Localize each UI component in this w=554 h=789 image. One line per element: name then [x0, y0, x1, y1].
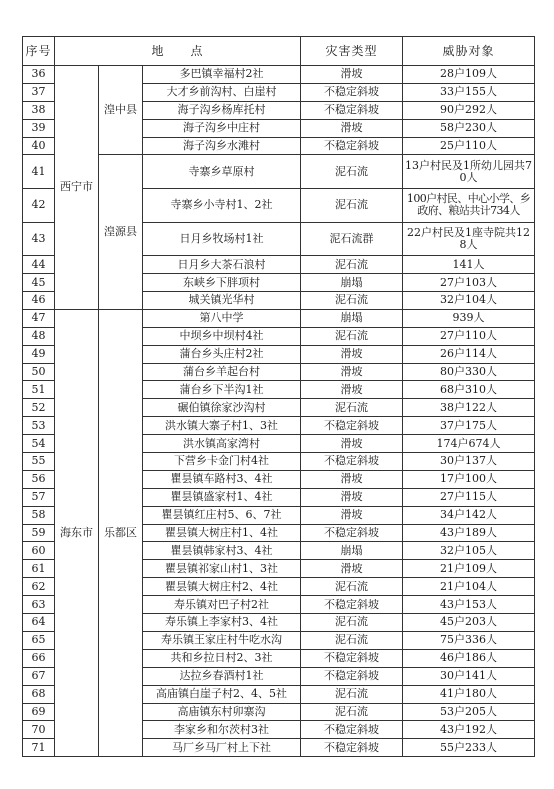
row-place: 海子沟乡中庄村 [143, 119, 301, 137]
row-type: 滑坡 [301, 66, 403, 84]
table-row [23, 309, 535, 327]
row-no: 51 [23, 381, 55, 399]
row-type: 泥石流 [301, 256, 403, 274]
row-threat: 46户186人 [403, 649, 535, 667]
row-no: 42 [23, 189, 55, 223]
row-no: 66 [23, 649, 55, 667]
row-no: 69 [23, 703, 55, 721]
row-type: 不稳定斜坡 [301, 453, 403, 471]
row-no: 43 [23, 222, 55, 256]
row-place: 瞿昙镇红庄村5、6、7社 [143, 506, 301, 524]
row-threat: 43户189人 [403, 524, 535, 542]
row-no: 60 [23, 542, 55, 560]
row-type: 不稳定斜坡 [301, 649, 403, 667]
row-place: 瞿昙镇大树庄村1、4社 [143, 524, 301, 542]
row-no: 56 [23, 470, 55, 488]
row-type: 不稳定斜坡 [301, 417, 403, 435]
row-threat: 68户310人 [403, 381, 535, 399]
county-huangyuan: 湟源县 [99, 155, 143, 309]
row-type: 滑坡 [301, 435, 403, 453]
row-threat: 22户村民及1座寺院共128人 [403, 222, 535, 256]
row-no: 37 [23, 83, 55, 101]
row-type: 不稳定斜坡 [301, 83, 403, 101]
row-type: 崩塌 [301, 542, 403, 560]
row-place: 瞿昙镇大树庄村2、4社 [143, 578, 301, 596]
row-no: 46 [23, 292, 55, 310]
row-place: 碾伯镇徐家沙沟村 [143, 399, 301, 417]
row-threat: 13户村民及1所幼儿园共70人 [403, 155, 535, 189]
row-threat: 37户175人 [403, 417, 535, 435]
row-no: 59 [23, 524, 55, 542]
row-no: 53 [23, 417, 55, 435]
row-threat: 43户192人 [403, 721, 535, 739]
row-no: 52 [23, 399, 55, 417]
row-no: 38 [23, 101, 55, 119]
row-threat: 41户180人 [403, 685, 535, 703]
row-threat: 53户205人 [403, 703, 535, 721]
row-no: 57 [23, 488, 55, 506]
row-no: 36 [23, 66, 55, 84]
row-threat: 21户109人 [403, 560, 535, 578]
row-threat: 90户292人 [403, 101, 535, 119]
row-no: 58 [23, 506, 55, 524]
city-xining: 西宁市 [55, 66, 99, 310]
row-place: 蒲台乡下半沟1社 [143, 381, 301, 399]
row-type: 泥石流 [301, 292, 403, 310]
row-no: 44 [23, 256, 55, 274]
row-place: 达拉乡春酒村1社 [143, 667, 301, 685]
row-place: 大才乡前沟村、白崖村 [143, 83, 301, 101]
row-threat: 939人 [403, 309, 535, 327]
row-type: 滑坡 [301, 470, 403, 488]
row-threat: 100户村民、中心小学、乡政府、粮站共计734人 [403, 189, 535, 223]
table-row [23, 155, 535, 189]
row-place: 瞿昙镇祁家山村1、3社 [143, 560, 301, 578]
row-no: 70 [23, 721, 55, 739]
row-type: 不稳定斜坡 [301, 739, 403, 757]
row-place: 马厂乡马厂村上下社 [143, 739, 301, 757]
row-place: 城关镇光华村 [143, 292, 301, 310]
row-type: 不稳定斜坡 [301, 596, 403, 614]
table-header-row [23, 37, 535, 66]
row-type: 泥石流 [301, 614, 403, 632]
header-place: 地 点 [55, 37, 301, 66]
row-type: 不稳定斜坡 [301, 667, 403, 685]
row-no: 61 [23, 560, 55, 578]
row-threat: 38户122人 [403, 399, 535, 417]
row-no: 47 [23, 309, 55, 327]
row-place: 海子沟乡杨库托村 [143, 101, 301, 119]
row-place: 海子沟乡水滩村 [143, 137, 301, 155]
row-place: 东峡乡下胖项村 [143, 274, 301, 292]
row-type: 不稳定斜坡 [301, 524, 403, 542]
row-threat: 27户103人 [403, 274, 535, 292]
row-no: 40 [23, 137, 55, 155]
row-no: 49 [23, 345, 55, 363]
row-type: 泥石流 [301, 399, 403, 417]
row-place: 寿乐镇上李家村3、4社 [143, 614, 301, 632]
row-no: 48 [23, 327, 55, 345]
row-threat: 26户114人 [403, 345, 535, 363]
row-no: 62 [23, 578, 55, 596]
row-type: 泥石流 [301, 703, 403, 721]
row-threat: 34户142人 [403, 506, 535, 524]
county-huangzhong: 湟中县 [99, 66, 143, 155]
row-no: 54 [23, 435, 55, 453]
row-threat: 32户104人 [403, 292, 535, 310]
row-place: 高庙镇白崖子村2、4、5社 [143, 685, 301, 703]
row-place: 瞿昙镇车路村3、4社 [143, 470, 301, 488]
header-type: 灾害类型 [301, 37, 403, 66]
row-no: 50 [23, 363, 55, 381]
row-type: 滑坡 [301, 488, 403, 506]
row-no: 67 [23, 667, 55, 685]
row-threat: 80户330人 [403, 363, 535, 381]
row-type: 泥石流群 [301, 222, 403, 256]
row-threat: 17户100人 [403, 470, 535, 488]
row-place: 第八中学 [143, 309, 301, 327]
row-place: 下营乡卡金门村4社 [143, 453, 301, 471]
row-place: 日月乡牧场村1社 [143, 222, 301, 256]
row-type: 不稳定斜坡 [301, 101, 403, 119]
row-type: 不稳定斜坡 [301, 721, 403, 739]
row-place: 多巴镇幸福村2社 [143, 66, 301, 84]
row-place: 瞿昙镇盛家村1、4社 [143, 488, 301, 506]
row-type: 崩塌 [301, 309, 403, 327]
row-threat: 30户137人 [403, 453, 535, 471]
row-type: 滑坡 [301, 560, 403, 578]
row-place: 日月乡大茶石浪村 [143, 256, 301, 274]
row-place: 洪水镇高家湾村 [143, 435, 301, 453]
table-row [23, 66, 535, 84]
row-threat: 174户674人 [403, 435, 535, 453]
row-type: 泥石流 [301, 685, 403, 703]
row-type: 泥石流 [301, 631, 403, 649]
row-no: 64 [23, 614, 55, 632]
row-threat: 43户153人 [403, 596, 535, 614]
row-threat: 141人 [403, 256, 535, 274]
row-no: 63 [23, 596, 55, 614]
row-place: 寿乐镇对巴子村2社 [143, 596, 301, 614]
row-type: 泥石流 [301, 189, 403, 223]
row-threat: 21户104人 [403, 578, 535, 596]
row-no: 55 [23, 453, 55, 471]
row-place: 中坝乡中坝村4社 [143, 327, 301, 345]
row-threat: 58户230人 [403, 119, 535, 137]
row-place: 寿乐镇王家庄村牛吃水沟 [143, 631, 301, 649]
row-type: 滑坡 [301, 363, 403, 381]
row-place: 蒲台乡羊起台村 [143, 363, 301, 381]
row-place: 洪水镇大寨子村1、3社 [143, 417, 301, 435]
row-no: 39 [23, 119, 55, 137]
row-threat: 45户203人 [403, 614, 535, 632]
row-threat: 55户233人 [403, 739, 535, 757]
header-no: 序号 [23, 37, 55, 66]
row-type: 泥石流 [301, 578, 403, 596]
row-threat: 33户155人 [403, 83, 535, 101]
row-no: 71 [23, 739, 55, 757]
row-threat: 32户105人 [403, 542, 535, 560]
row-place: 蒲台乡头庄村2社 [143, 345, 301, 363]
row-type: 滑坡 [301, 345, 403, 363]
disaster-table [22, 36, 535, 757]
row-threat: 30户141人 [403, 667, 535, 685]
row-no: 41 [23, 155, 55, 189]
row-no: 68 [23, 685, 55, 703]
district-ledu: 乐都区 [99, 309, 143, 756]
row-no: 65 [23, 631, 55, 649]
row-no: 45 [23, 274, 55, 292]
city-haidong: 海东市 [55, 309, 99, 756]
row-threat: 27户110人 [403, 327, 535, 345]
row-place: 李家乡和尔茨村3社 [143, 721, 301, 739]
row-type: 泥石流 [301, 327, 403, 345]
row-type: 崩塌 [301, 274, 403, 292]
row-place: 寺寨乡小寺村1、2社 [143, 189, 301, 223]
row-type: 滑坡 [301, 381, 403, 399]
row-threat: 75户336人 [403, 631, 535, 649]
row-threat: 28户109人 [403, 66, 535, 84]
row-place: 共和乡拉日村2、3社 [143, 649, 301, 667]
header-threat: 威胁对象 [403, 37, 535, 66]
row-type: 不稳定斜坡 [301, 137, 403, 155]
row-place: 高庙镇东村卯寨沟 [143, 703, 301, 721]
row-threat: 27户115人 [403, 488, 535, 506]
row-type: 滑坡 [301, 119, 403, 137]
row-threat: 25户110人 [403, 137, 535, 155]
row-place: 寺寨乡草原村 [143, 155, 301, 189]
row-place: 瞿昙镇韩家村3、4社 [143, 542, 301, 560]
row-type: 滑坡 [301, 506, 403, 524]
row-type: 泥石流 [301, 155, 403, 189]
